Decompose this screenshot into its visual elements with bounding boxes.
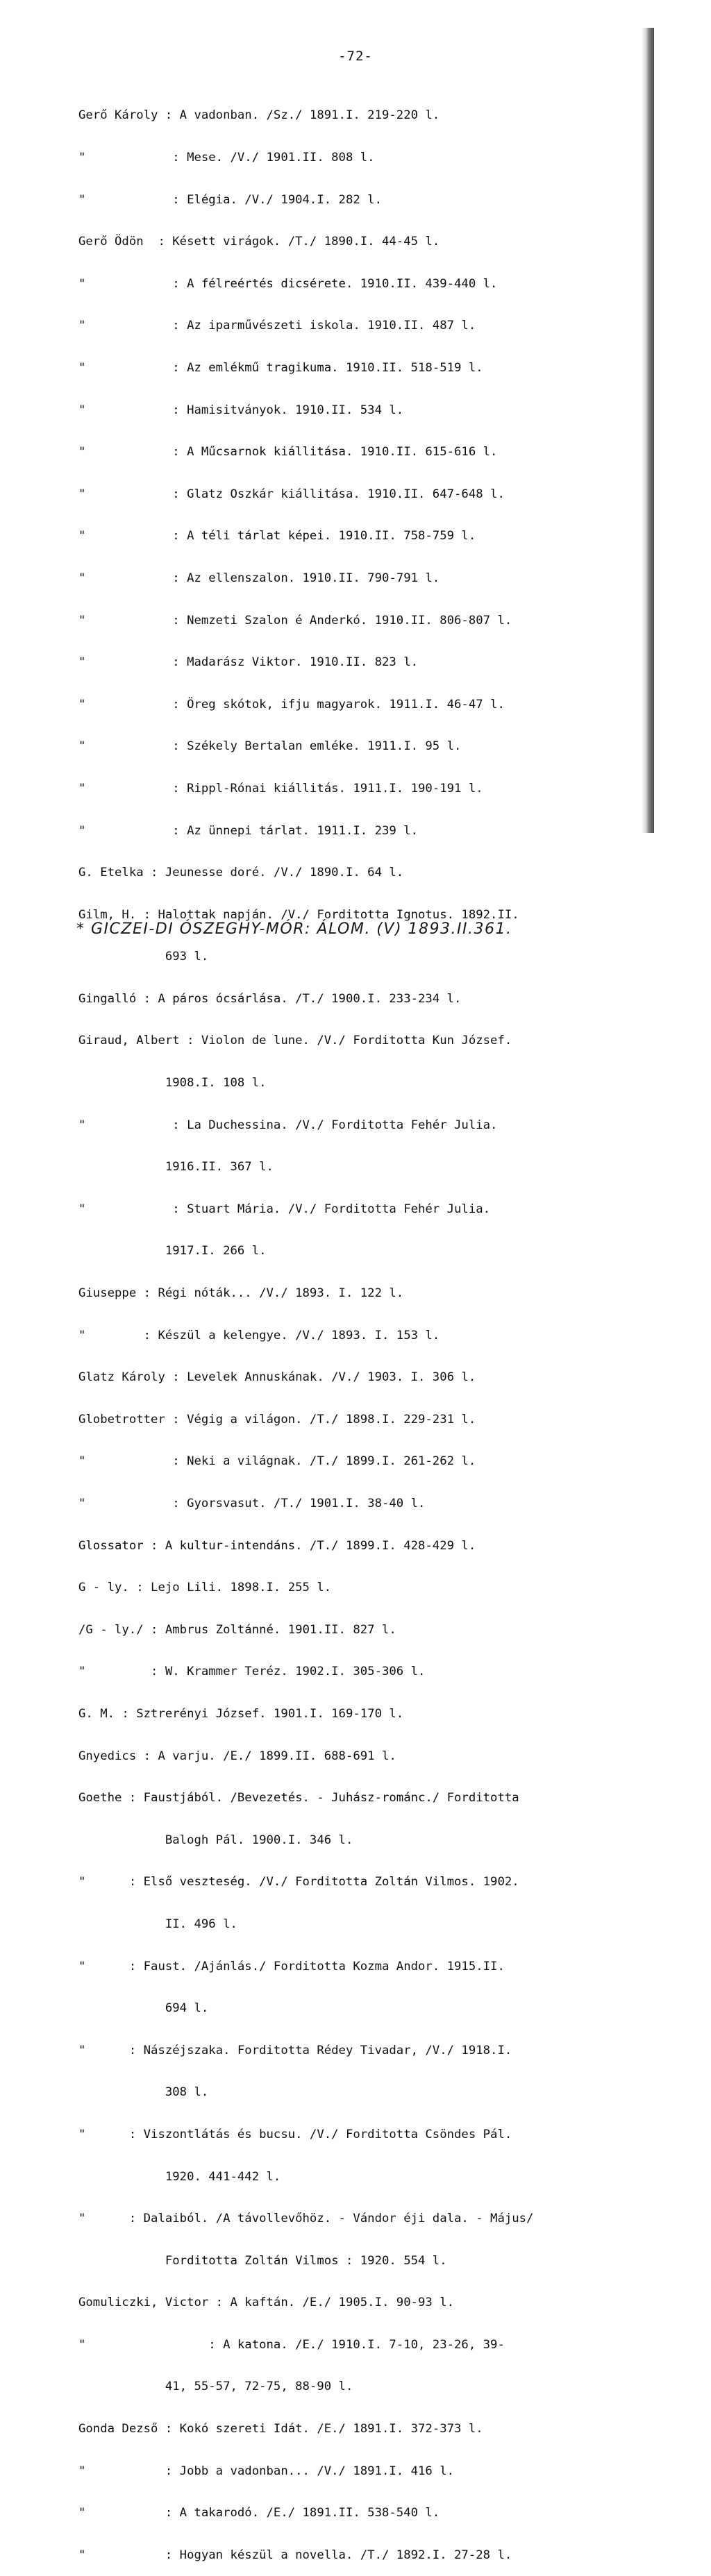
- list-item: " : Jobb a vadonban... /V./ 1891.I. 416 l.: [78, 2464, 455, 2478]
- list-item: " : Gyorsvasut. /T./ 1901.I. 38-40 l.: [78, 1497, 426, 1510]
- list-item: " : A takarodó. /E./ 1891.II. 538-540 l.: [78, 2506, 440, 2520]
- list-item: " : Székely Bertalan emléke. 1911.I. 95 l.: [78, 739, 462, 754]
- list-item: " : Faust. /Ajánlás./ Forditotta Kozma Andor. 1915.II.: [78, 1959, 505, 1973]
- list-item: " : Viszontlátás és bucsu. /V./ Forditotta Csöndes Pál.: [78, 2127, 512, 2141]
- list-item: Glossator : A kultur-intendáns. /T./ 1899.I. 428-429 l.: [78, 1538, 476, 1553]
- list-item: " : Neki a világnak. /T./ 1899.I. 261-262 l.: [78, 1454, 476, 1469]
- list-item: " : Az ellenszalon. 1910.II. 790-791 l.: [78, 571, 440, 585]
- list-item: " : Hogyan készül a novella. /T./ 1892.I. 27-28 l.: [78, 2548, 512, 2562]
- list-item: 693 l.: [78, 950, 209, 964]
- list-item: " : Első veszteség. /V./ Forditotta Zoltán Vilmos. 1902.: [78, 1875, 519, 1889]
- list-item: II. 496 l.: [78, 1917, 237, 1931]
- list-item: " : Hamisitványok. 1910.II. 534 l.: [78, 403, 404, 417]
- list-item: " : Madarász Viktor. 1910.II. 823 l.: [78, 655, 418, 670]
- list-item: " : Az iparművészeti iskola. 1910.II. 487 l.: [78, 319, 476, 333]
- list-item: " : A Műcsarnok kiállitása. 1910.II. 615-616 l.: [78, 445, 498, 460]
- list-item: " : A téli tárlat képei. 1910.II. 758-759 l.: [78, 529, 476, 544]
- list-item: " : Elégia. /V./ 1904.I. 282 l.: [78, 192, 382, 207]
- list-item: Gonda Dezső : Kokó szereti Idát. /E./ 1891.I. 372-373 l.: [78, 2422, 483, 2436]
- list-item: Gingalló : A páros ócsárlása. /T./ 1900.I. 233-234 l.: [78, 991, 462, 1006]
- list-item: Gilm, H. : Halottak napján. /V./ Forditotta Ignotus. 1892.II.: [78, 907, 519, 922]
- list-item: 694 l.: [78, 2001, 209, 2016]
- list-item: " : Dalaiból. /A távollevőhöz. - Vándor éji dala. - Május/: [78, 2212, 534, 2226]
- list-item: " : A félreértés dicsérete. 1910.II. 439-440 l.: [78, 276, 498, 291]
- list-item: Globetrotter : Végig a világon. /T./ 1898.I. 229-231 l.: [78, 1412, 476, 1426]
- list-item: 1908.I. 108 l.: [78, 1076, 267, 1091]
- list-item: G - ly. : Lejo Lili. 1898.I. 255 l.: [78, 1581, 332, 1595]
- list-item: " : Készül a kelengye. /V./ 1893. I. 153 l.: [78, 1328, 440, 1342]
- list-item: " : Az ünnepi tárlat. 1911.I. 239 l.: [78, 823, 418, 838]
- list-item: Giraud, Albert : Violon de lune. /V./ Forditotta Kun József.: [78, 1034, 512, 1048]
- list-item: " : Nemzeti Szalon é Anderkó. 1910.II. 806-807 l.: [78, 613, 512, 628]
- list-item: Giuseppe : Régi nóták... /V./ 1893. I. 122 l.: [78, 1286, 404, 1301]
- list-item: " : Glatz Oszkár kiállitása. 1910.II. 647-648 l.: [78, 487, 505, 501]
- list-item: G. M. : Sztrerényi József. 1901.I. 169-170 l.: [78, 1706, 404, 1721]
- list-item: 1916.II. 367 l.: [78, 1160, 274, 1175]
- list-item: " : La Duchessina. /V./ Forditotta Fehér Julia.: [78, 1118, 498, 1132]
- bibliography-list: [78, 81, 655, 2576]
- list-item: G. Etelka : Jeunesse doré. /V./ 1890.I. 64 l.: [78, 866, 404, 880]
- list-item: Forditotta Zoltán Vilmos : 1920. 554 l.: [78, 2253, 447, 2268]
- list-item: " : Öreg skótok, ifju magyarok. 1911.I. 46-47 l.: [78, 697, 505, 712]
- list-item: " : A katona. /E./ 1910.I. 7-10, 23-26, 39-: [78, 2337, 505, 2352]
- list-item: 1920. 441-442 l.: [78, 2169, 281, 2184]
- list-item: 41, 55-57, 72-75, 88-90 l.: [78, 2380, 353, 2394]
- list-item: " : Nászéjszaka. Forditotta Rédey Tivadar, /V./ 1918.I.: [78, 2043, 512, 2057]
- list-item: " : Mese. /V./ 1901.II. 808 l.: [78, 151, 375, 165]
- list-item: " : W. Krammer Teréz. 1902.I. 305-306 l.: [78, 1665, 426, 1679]
- list-item: Goethe : Faustjából. /Bevezetés. - Juhász-románc./ Forditotta: [78, 1791, 519, 1805]
- list-item: Gerő Ödön : Késett virágok. /T./ 1890.I. 44-45 l.: [78, 235, 440, 249]
- list-item: Gomuliczki, Victor : A kaftán. /E./ 1905.I. 90-93 l.: [78, 2296, 455, 2310]
- list-item: 1917.I. 266 l.: [78, 1244, 267, 1258]
- list-item: Gnyedics : A varju. /E./ 1899.II. 688-691 l.: [78, 1749, 396, 1763]
- handwritten-footnote: * GICZEI-DI ÓSZEGHY-MÓR: ÁLOM. (V) 1893.II.361.: [76, 920, 512, 938]
- page-number: -72-: [338, 49, 373, 64]
- list-item: " : Rippl-Rónai kiállitás. 1911.I. 190-191 l.: [78, 781, 483, 795]
- list-item: Balogh Pál. 1900.I. 346 l.: [78, 1833, 353, 1847]
- list-item: " : Stuart Mária. /V./ Forditotta Fehér Julia.: [78, 1202, 491, 1216]
- list-item: Glatz Károly : Levelek Annuskának. /V./ 1903. I. 306 l.: [78, 1370, 476, 1385]
- list-item: 308 l.: [78, 2085, 209, 2100]
- list-item: " : Az emlékmű tragikuma. 1910.II. 518-519 l.: [78, 360, 483, 375]
- list-item: /G - ly./ : Ambrus Zoltánné. 1901.II. 827 l.: [78, 1622, 396, 1637]
- list-item: Gerő Károly : A vadonban. /Sz./ 1891.I. 219-220 l.: [78, 108, 440, 123]
